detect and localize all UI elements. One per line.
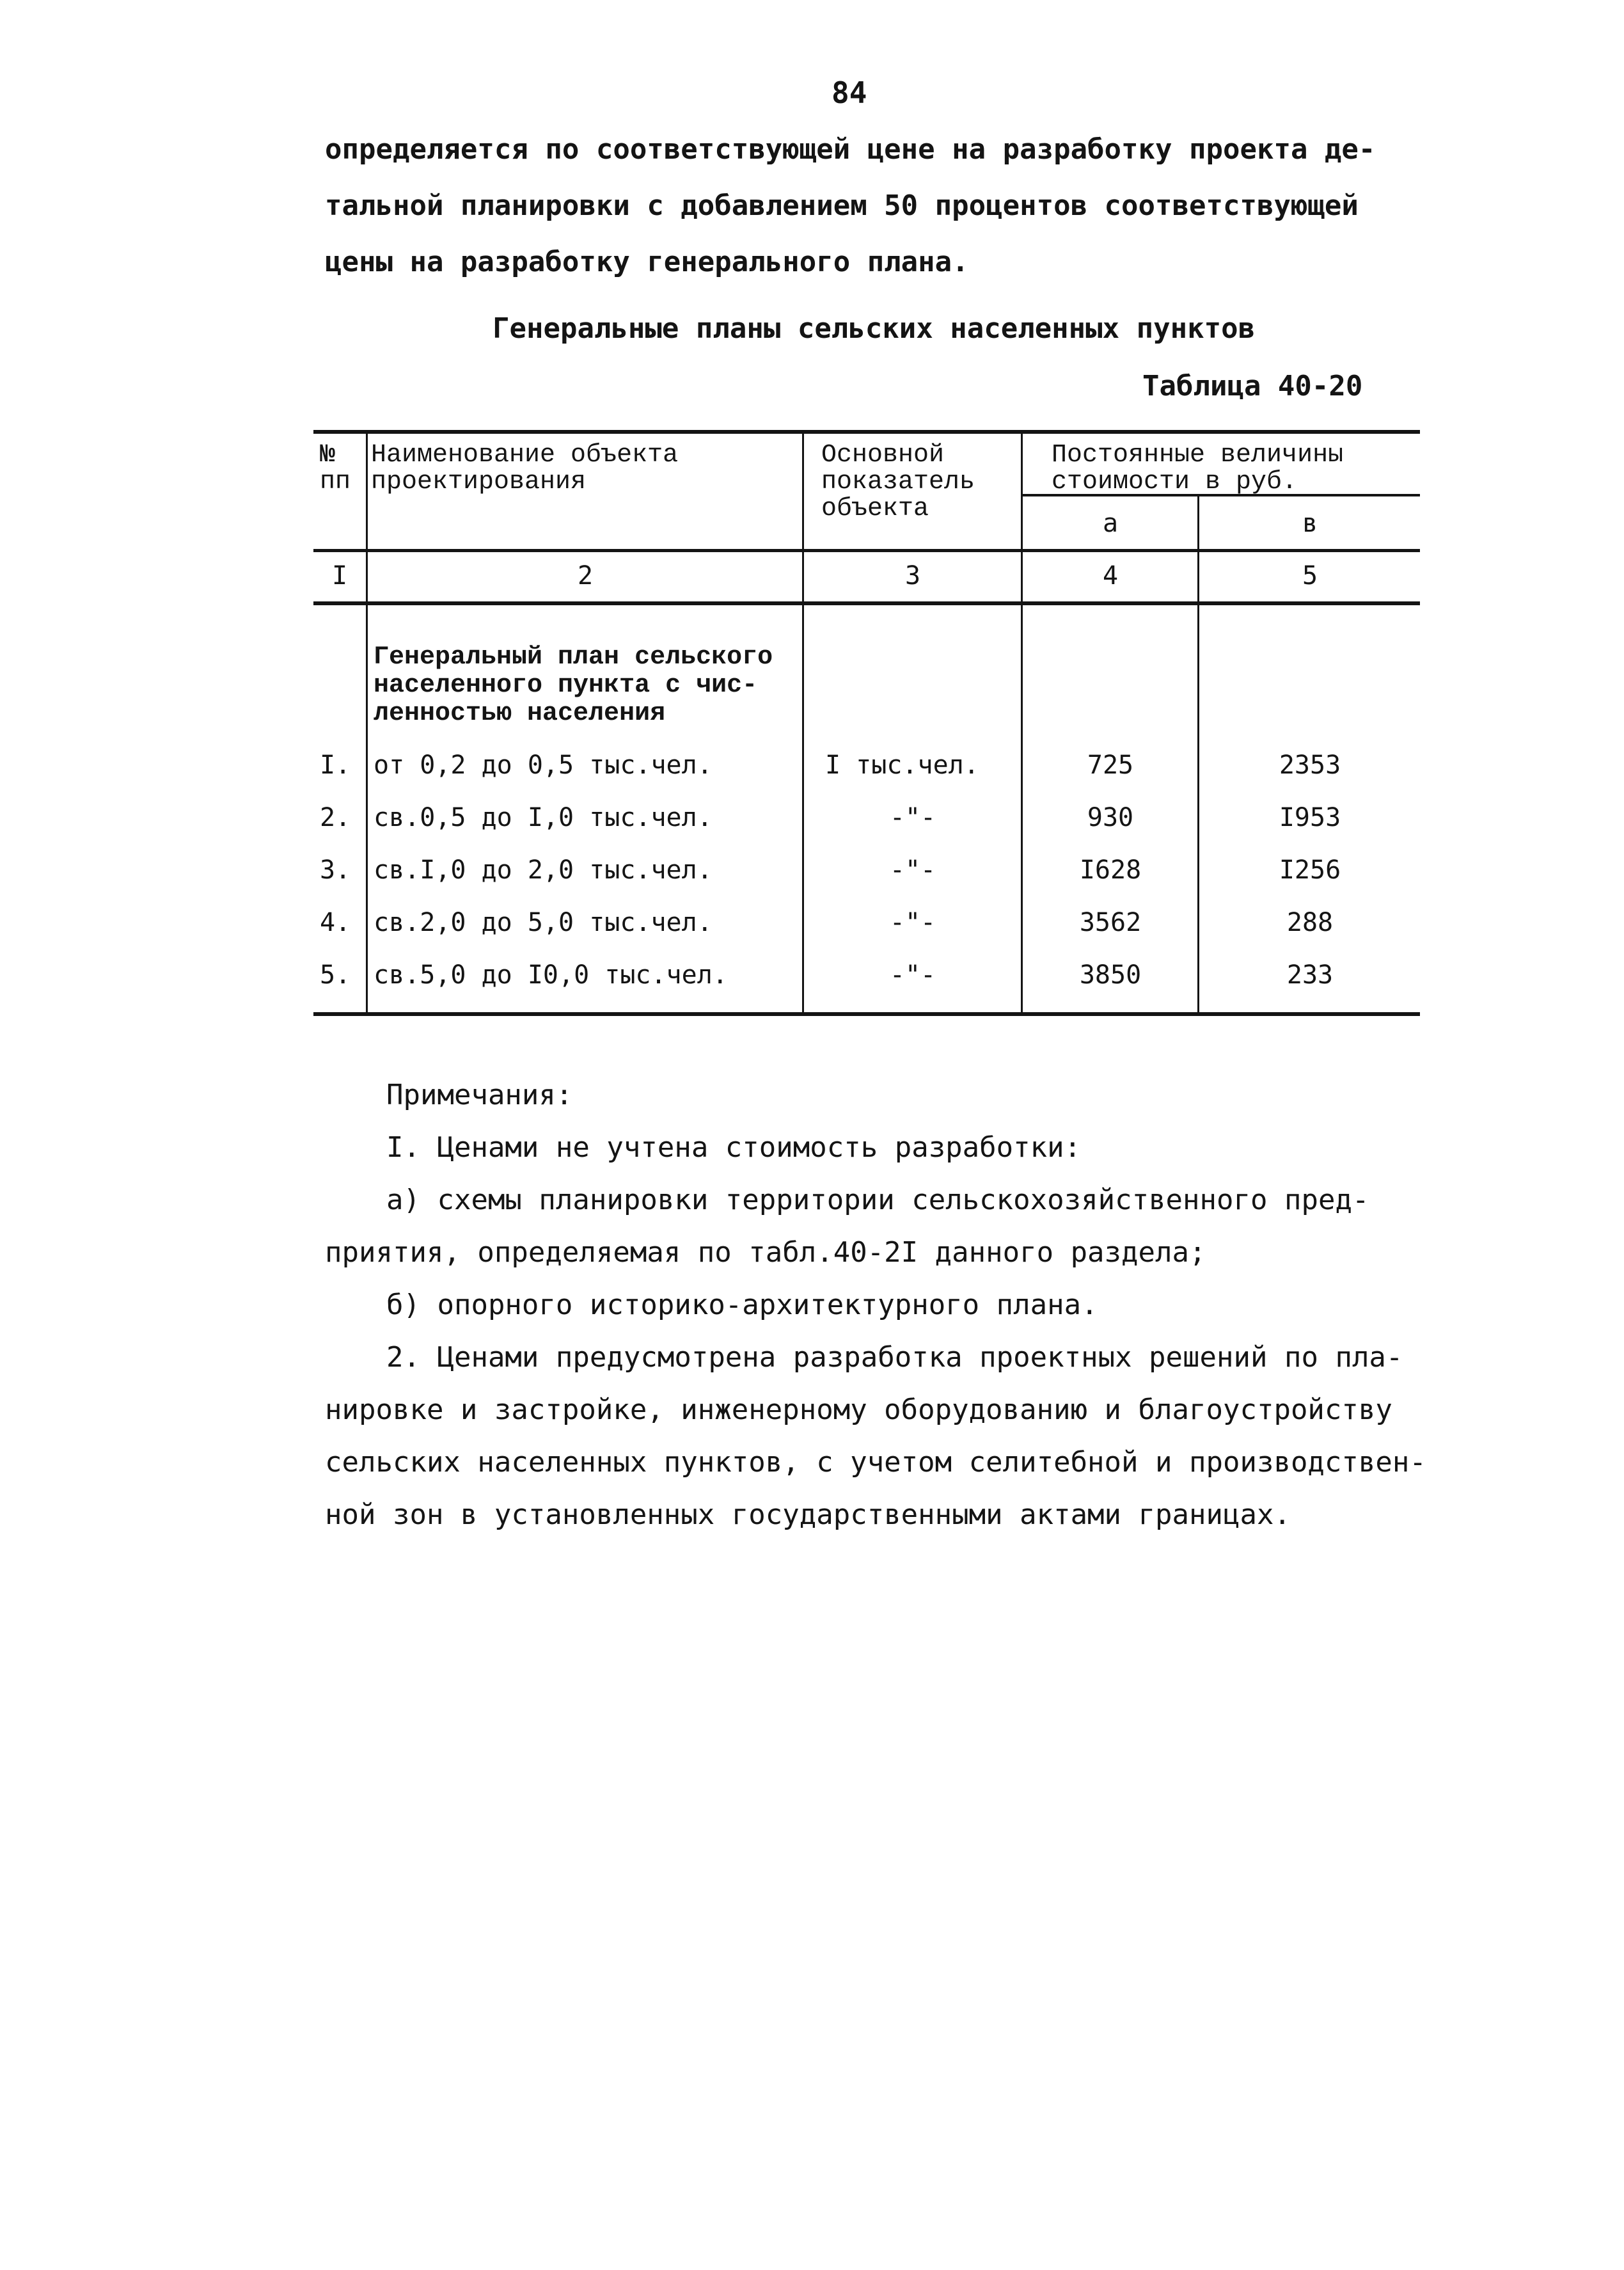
intro-line: определяется по соответствующей цене на разработку проекта де- [325,133,1376,166]
note-line: б) опорного историко-архитектурного плана. [386,1289,1098,1321]
row-name: от 0,2 до 0,5 тыс.чел. [374,750,713,780]
row-number: 5. [320,960,351,990]
row-name: св.5,0 до I0,0 тыс.чел. [374,960,728,990]
row-unit: -"- [889,908,936,937]
row-value-a: I628 [1079,855,1142,885]
row-value-b: 233 [1286,960,1334,990]
row-name: св.I,0 до 2,0 тыс.чел. [374,855,713,885]
group-title: Генеральный план сельского [374,643,773,672]
row-value-a: 3562 [1079,908,1142,937]
intro-line: цены на разработку генерального плана. [325,246,969,278]
column-number: 2 [577,561,594,591]
column-number: 4 [1102,561,1119,591]
row-value-b: 288 [1286,908,1334,937]
header-object-name: Наименование объекта [371,441,679,470]
note-line: ной зон в установленных государственными актами границах. [325,1498,1291,1531]
row-unit: I тыс.чел. [825,750,979,780]
column-number: 3 [904,561,921,591]
note-line: приятия, определяемая по табл.40-2I данного раздела; [325,1236,1206,1269]
header-number-sub: пп [320,468,351,496]
table-caption: Генеральные планы сельских населенных пунктов [493,312,1256,345]
intro-line: тальной планировки с добавлением 50 процентов соответствующей [325,189,1359,222]
row-number: I. [320,750,351,780]
note-line: I. Ценами не учтена стоимость разработки: [386,1131,1082,1164]
row-name: св.0,5 до I,0 тыс.чел. [374,803,713,832]
row-value-a: 930 [1087,803,1134,832]
row-number: 2. [320,803,351,832]
notes-title: Примечания: [386,1079,573,1111]
header-indicator: Основной [821,441,945,470]
header-col-a: а [1102,509,1119,538]
note-line: 2. Ценами предусмотрена разработка проектных решений по пла- [386,1341,1403,1374]
row-number: 4. [320,908,351,937]
page-number: 84 [832,75,867,110]
row-value-b: I256 [1279,855,1341,885]
column-number: I [331,561,348,591]
group-title-2: населенного пункта с чис- [374,671,758,700]
row-value-b: 2353 [1279,750,1341,780]
header-indicator-3: объекта [821,495,929,523]
header-number: № [320,441,336,470]
table-number: Таблица 40-20 [1142,370,1363,402]
row-unit: -"- [889,855,936,885]
header-constants: Постоянные величины [1052,441,1344,470]
header-constants-2: стоимости в руб. [1052,468,1298,496]
note-line: а) схемы планировки территории сельскохозяйственного пред- [386,1184,1369,1216]
row-name: св.2,0 до 5,0 тыс.чел. [374,908,713,937]
row-value-a: 3850 [1079,960,1142,990]
row-value-a: 725 [1087,750,1134,780]
header-col-b: в [1302,509,1318,538]
header-object-name-2: проектирования [371,468,587,496]
row-unit: -"- [889,803,936,832]
note-line: нировке и застройке, инженерному оборудованию и благоустройству [325,1393,1392,1426]
note-line: сельских населенных пунктов, с учетом селитебной и производствен- [325,1446,1426,1479]
row-value-b: I953 [1279,803,1341,832]
header-indicator-2: показатель [821,468,975,496]
row-unit: -"- [889,960,936,990]
group-title-3: ленностью населения [374,699,666,728]
row-number: 3. [320,855,351,885]
intro-paragraph [325,122,1412,290]
column-number: 5 [1302,561,1318,591]
